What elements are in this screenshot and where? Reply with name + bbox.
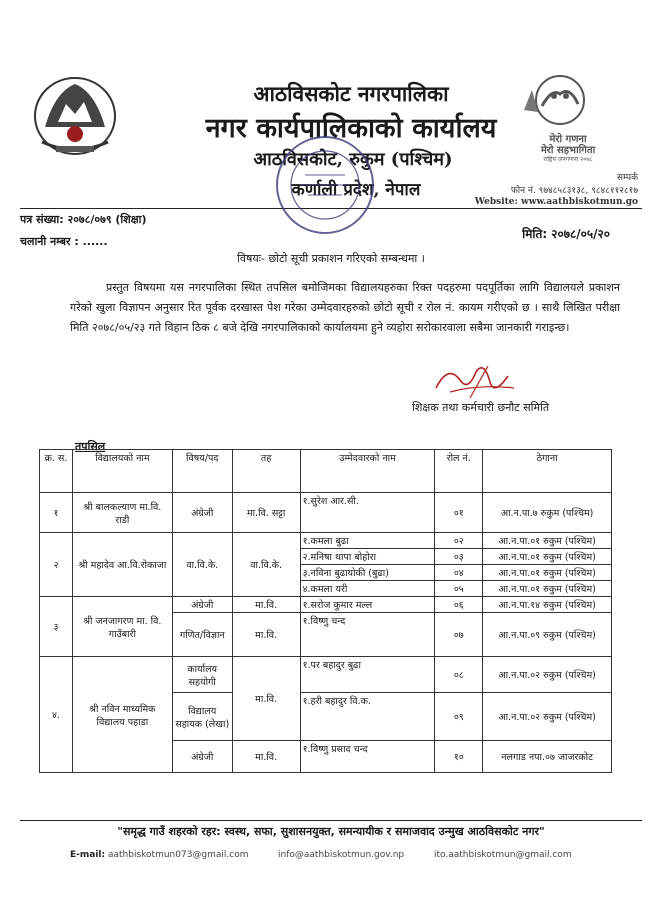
cell-school: श्री बालकल्याण मा.वि. राडी [72,493,172,533]
footer-email-ito[interactable]: ito.aathbiskotmun@gmail.com [434,850,572,860]
cell-candidate: १.विष्णु चन्द [300,613,435,657]
table-row [40,493,612,533]
municipal-motto: "समृद्ध गाउँ शहरको रहर: स्वस्थ, सफा, सुशासनयुक्त, समन्यायीक र समाजवाद उन्मुख आठविसकोट नगर" [117,825,545,838]
cell-candidate: १.कमला बुढा [300,533,435,549]
header-level: तह [232,450,300,493]
cell-subject: गणित/विज्ञान [172,613,232,657]
footer-email-info[interactable]: info@aathbiskotmun.gov.np [278,850,405,860]
header-roll: रोल नं. [435,450,483,493]
dispatch-number: चलानी नम्बर : ...... [20,235,108,248]
cell-address: आ.न.पा.०१ रुकुम (पश्चिम) [483,549,612,565]
header-candidate: उम्मेदवारको नाम [300,450,435,493]
cell-level: वा.वि.के. [232,533,300,597]
letter-date: मिति: २०७८/०५/२० [522,227,610,241]
province-country: कर्णाली प्रदेश, नेपाल [291,180,421,200]
cell-level: मा.वि. [232,613,300,657]
table-row [40,597,612,613]
office-stamp-icon [270,130,380,240]
cell-address: नलगाड नपा.०७ जाजरकोट [483,741,612,773]
cell-roll: ०१ [435,493,483,533]
cell-candidate: ३.नविना बुढायोकी (बुढा) [300,565,435,581]
cell-roll: ०३ [435,549,483,565]
reference-number: पत्र संख्या: २०७८/०७९ (शिक्षा) [20,213,147,226]
cell-address: आ.न.पा.०२ रुकुम (पश्चिम) [483,693,612,741]
cell-level: मा.वि. [232,741,300,773]
cell-candidate: २.मनिषा थापा बोहोरा [300,549,435,565]
cell-roll: ०८ [435,657,483,693]
header-address: ठेगाना [483,450,612,493]
letter-body: प्रस्तुत विषयमा यस नगरपालिका स्थित तपसिल बमोजिमका विद्यालयहरुका रिक्त पदहरुमा पदपूर्तिका लागि विद्यालयले प्रकाशन गरेको खुला विज्ञापन अनुसार रित पूर्वक दरखास्त पेश गरेका उम्मेदवारहरुको छोटो सूची र रोल नं. कायम गरीएको छ । साथै लिखित परीक्षा मिति २०७८/०५/२३ गते विहान ठिक ८ बजे देखि नगरपालिकाको कार्यालयमा हुने व्यहोरा सरोकारवाला सबैमा जानकारी गराइन्छ। [70,281,620,334]
cell-sn: ३ [40,597,73,657]
footer-divider [20,820,642,821]
committee-name: शिक्षक तथा कर्मचारी छनौट समिति [412,401,550,414]
cell-subject: अंग्रेजी [172,493,232,533]
cell-address: आ.न.पा.०९ रुकुम (पश्चिम) [483,613,612,657]
header-subject: विषय/पद [172,450,232,493]
census-line3: राष्ट्रिय जनगणना २०७८ [543,156,593,163]
cell-address: आ.न.पा.१४ रुकुम (पश्चिम) [483,597,612,613]
shortlist-table [39,449,612,773]
cell-subject: विद्यालय सहायक (लेखा) [172,693,232,741]
cell-school: श्री महादेव आ.वि.रोकाजा [72,533,172,597]
office-address: आठविसकोट, रुकुम (पश्चिम) [253,149,453,170]
cell-level: मा.वि. [232,597,300,613]
cell-address: आ.न.पा.०१ रुकुम (पश्चिम) [483,581,612,597]
cell-roll: ०४ [435,565,483,581]
email-label: E-mail: [70,850,106,860]
cell-roll: ०२ [435,533,483,549]
cell-candidate: १.विष्णु प्रसाद चन्द [300,741,435,773]
census-line2: मेरो सहभागिता [540,145,596,156]
cell-roll: ०९ [435,693,483,741]
cell-candidate: १.सुरेश आर.सी. [300,493,435,533]
cell-sn: ४. [40,657,73,773]
header-school: विद्यालयको नाम [72,450,172,493]
cell-level: मा.वि. सट्टा [232,493,300,533]
cell-level: मा.वि. [232,657,300,741]
footer-email-primary [70,850,249,860]
signature-icon [430,358,520,406]
cell-address: आ.न.पा.७ रुकुम (पश्चिम) [483,493,612,533]
table-row [40,533,612,549]
cell-roll: १० [435,741,483,773]
contact-phone: फोन नं. ९७४८५८३१३८, ९८४८११२८१७ [510,186,638,196]
cell-roll: ०५ [435,581,483,597]
letter-subject: विषयः- छोटो सूची प्रकाशन गरिएको सम्बन्धमा । [237,252,425,265]
cell-roll: ०६ [435,597,483,613]
cell-address: आ.न.पा.०१ रुकुम (पश्चिम) [483,565,612,581]
cell-candidate: १.सरोज कुमार मल्ल [300,597,435,613]
census-line1: मेरो गणना [549,134,587,145]
cell-subject: अंग्रेजी [172,741,232,773]
cell-school: श्री नविन माध्यमिक विद्यालय पहाडा [72,657,172,773]
cell-roll: ०७ [435,613,483,657]
cell-candidate: १.हरी बहादुर वि.क. [300,693,435,741]
cell-candidate: ४.कमला यरी [300,581,435,597]
cell-subject: कार्यालय सहयोगी [172,657,232,693]
email-address[interactable]: aathbiskotmun073@gmail.com [107,850,249,860]
contact-website: Website: www.aathbiskotmun.go [474,197,638,207]
cell-sn: १ [40,493,73,533]
table-row [40,657,612,693]
cell-candidate: १.पर बहादुर बुढा [300,657,435,693]
cell-school: श्री जनजागरण मा. वि. गाउँबारी [72,597,172,657]
cell-address: आ.न.पा.०२ रुकुम (पश्चिम) [483,657,612,693]
cell-address: आ.न.पा.०१ रुकुम (पश्चिम) [483,533,612,549]
cell-subject: अंग्रेजी [172,597,232,613]
table-header-row [40,450,612,493]
office-name: नगर कार्यपालिकाको कार्यालय [205,113,497,144]
cell-sn: २ [40,533,73,597]
header-sn: क्र. स. [40,450,73,493]
contact-label: सम्पर्क [617,173,638,183]
annex-label: तपसिल [75,440,106,453]
cell-subject: वा.वि.के. [172,533,232,597]
municipality-name: आठविसकोट नगरपालिका [253,81,449,106]
